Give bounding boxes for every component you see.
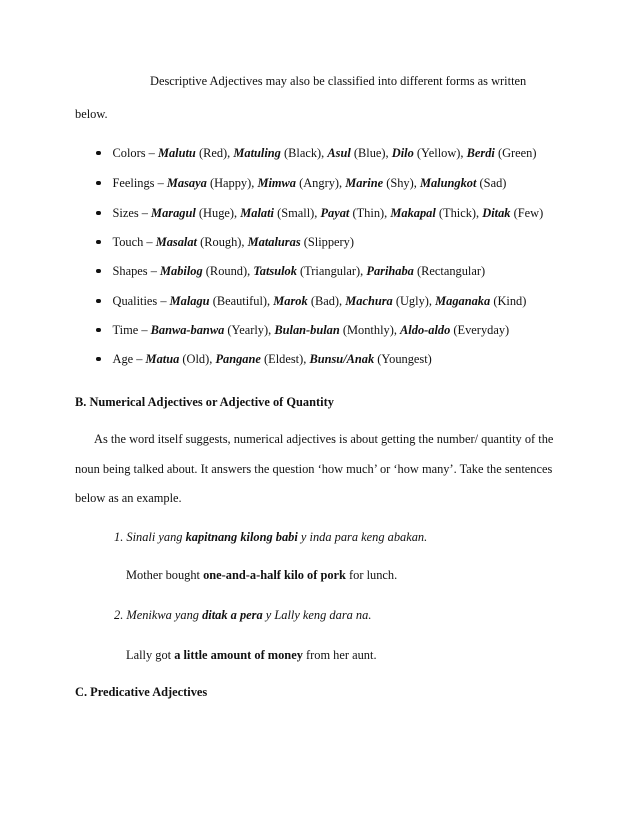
term-word: Marok: [273, 294, 308, 308]
term-translation: (Monthly),: [342, 323, 397, 337]
term-word: Maganaka: [435, 294, 491, 308]
term-word: Asul: [327, 146, 351, 160]
term-translation: (Youngest): [377, 352, 432, 366]
bullet-time: Time – Banwa-banwa (Yearly), Bulan-bulan (Monthly), Aldo-aldo (Everyday): [96, 323, 509, 338]
term-translation: (Blue),: [353, 146, 389, 160]
term-translation: (Yearly),: [227, 323, 272, 337]
intro-line-2: below.: [75, 107, 108, 121]
example-2-pre: 2. Menikwa yang: [114, 608, 203, 622]
term-word: Banwa-banwa: [150, 323, 225, 337]
term-word: Payat: [320, 206, 350, 220]
term-word: Masaya: [166, 176, 207, 190]
bullet-sizes: Sizes – Maragul (Huge), Malati (Small), Payat (Thin), Makapal (Thick), Ditak (Few): [96, 206, 543, 221]
term-translation: (Shy),: [386, 176, 417, 190]
bullet-label: Time: [112, 323, 139, 337]
term-translation: (Few): [513, 206, 544, 220]
term-translation: (Happy),: [209, 176, 255, 190]
term-word: Ditak: [482, 206, 511, 220]
term-word: Tatsulok: [253, 264, 297, 278]
section-b-para-line-1: As the word itself suggests, numerical adjectives is about getting the number/ quantity of the: [94, 432, 554, 446]
term-translation: (Angry),: [299, 176, 343, 190]
term-word: Malutu: [157, 146, 196, 160]
bullet-label: Sizes: [112, 206, 139, 220]
term-word: Malati: [240, 206, 274, 220]
bullet-dot-icon: [96, 151, 101, 156]
term-word: Matua: [145, 352, 180, 366]
term-word: Mimwa: [257, 176, 296, 190]
example-1: [114, 530, 427, 545]
bullet-dot-icon: [96, 328, 101, 333]
translation-1-bold: one-and-a-half kilo of pork: [203, 568, 346, 582]
term-word: Marine: [345, 176, 384, 190]
term-word: Mataluras: [247, 235, 301, 249]
term-word: Dilo: [391, 146, 414, 160]
example-2-post: y Lally keng dara na.: [262, 608, 372, 622]
example-1-bold: kapitnang kilong babi: [185, 530, 298, 544]
example-1-post: y inda para keng abakan.: [297, 530, 428, 544]
section-b-para-line-2: noun being talked about. It answers the question ‘how much’ or ‘how many’. Take the sentences: [75, 462, 553, 476]
section-b-heading: B. Numerical Adjectives or Adjective of Quantity: [75, 395, 334, 409]
term-translation: (Yellow),: [416, 146, 464, 160]
translation-1-post: for lunch.: [345, 568, 398, 582]
bullet-dot-icon: [96, 357, 101, 362]
example-2-bold: ditak a pera: [202, 608, 263, 622]
bullet-dot-icon: [96, 299, 101, 304]
term-translation: (Ugly),: [395, 294, 432, 308]
example-1-pre: 1. Sinali yang: [114, 530, 186, 544]
bullet-dot-icon: [96, 269, 101, 274]
term-word: Bulan-bulan: [274, 323, 340, 337]
term-translation: (Beautiful),: [212, 294, 271, 308]
term-word: Malungkot: [419, 176, 477, 190]
term-translation: (Red),: [198, 146, 231, 160]
bullet-label: Age: [112, 352, 134, 366]
term-translation: (Small),: [277, 206, 318, 220]
term-translation: (Rectangular): [417, 264, 486, 278]
bullet-label: Touch: [112, 235, 144, 249]
translation-1-pre: Mother bought: [126, 568, 204, 582]
bullet-touch: Touch – Masalat (Rough), Mataluras (Slippery): [96, 235, 354, 250]
term-translation: (Triangular),: [300, 264, 364, 278]
term-word: Mabilog: [160, 264, 203, 278]
bullet-dot-icon: [96, 181, 101, 186]
bullet-feelings: Feelings – Masaya (Happy), Mimwa (Angry), Marine (Shy), Malungkot (Sad): [96, 176, 506, 191]
example-2: [114, 608, 371, 623]
term-word: Parihaba: [366, 264, 414, 278]
term-word: Aldo-aldo: [400, 323, 451, 337]
translation-2-post: from her aunt.: [302, 648, 377, 662]
bullet-label: Colors: [112, 146, 146, 160]
term-translation: (Eldest),: [264, 352, 307, 366]
translation-2-pre: Lally got: [126, 648, 175, 662]
term-translation: (Thin),: [352, 206, 388, 220]
term-translation: (Black),: [284, 146, 325, 160]
term-translation: (Sad): [479, 176, 507, 190]
bullet-qualities: Qualities – Malagu (Beautiful), Marok (Bad), Machura (Ugly), Maganaka (Kind): [96, 294, 526, 309]
bullet-dot-icon: [96, 240, 101, 245]
section-c-heading: C. Predicative Adjectives: [75, 685, 208, 699]
term-translation: (Everyday): [453, 323, 510, 337]
bullet-colors: Colors – Malutu (Red), Matuling (Black), Asul (Blue), Dilo (Yellow), Berdi (Green): [96, 146, 537, 161]
term-translation: (Huge),: [198, 206, 238, 220]
section-b-para-line-3: below as an example.: [75, 491, 182, 505]
term-word: Pangane: [215, 352, 261, 366]
bullet-dot-icon: [96, 211, 101, 216]
intro-line-1: Descriptive Adjectives may also be classified into different forms as written: [150, 74, 527, 88]
translation-1: [126, 568, 397, 583]
bullet-shapes: Shapes – Mabilog (Round), Tatsulok (Triangular), Parihaba (Rectangular): [96, 264, 485, 279]
bullet-label: Feelings: [112, 176, 155, 190]
term-word: Berdi: [466, 146, 495, 160]
translation-2-bold: a little amount of money: [174, 648, 303, 662]
term-translation: (Rough),: [200, 235, 245, 249]
term-word: Malagu: [169, 294, 210, 308]
term-translation: (Kind): [493, 294, 527, 308]
term-word: Masalat: [155, 235, 197, 249]
term-translation: (Old),: [182, 352, 213, 366]
term-word: Maragul: [151, 206, 196, 220]
bullet-label: Shapes: [112, 264, 148, 278]
term-translation: (Green): [497, 146, 537, 160]
bullet-label: Qualities: [112, 294, 158, 308]
term-translation: (Round),: [205, 264, 251, 278]
bullet-age: Age – Matua (Old), Pangane (Eldest), Bunsu/Anak (Youngest): [96, 352, 432, 367]
term-word: Bunsu/Anak: [309, 352, 375, 366]
term-word: Matuling: [233, 146, 281, 160]
term-word: Machura: [345, 294, 393, 308]
translation-2: [126, 648, 377, 663]
term-word: Makapal: [390, 206, 436, 220]
term-translation: (Slippery): [303, 235, 355, 249]
term-translation: (Thick),: [438, 206, 480, 220]
term-translation: (Bad),: [310, 294, 343, 308]
